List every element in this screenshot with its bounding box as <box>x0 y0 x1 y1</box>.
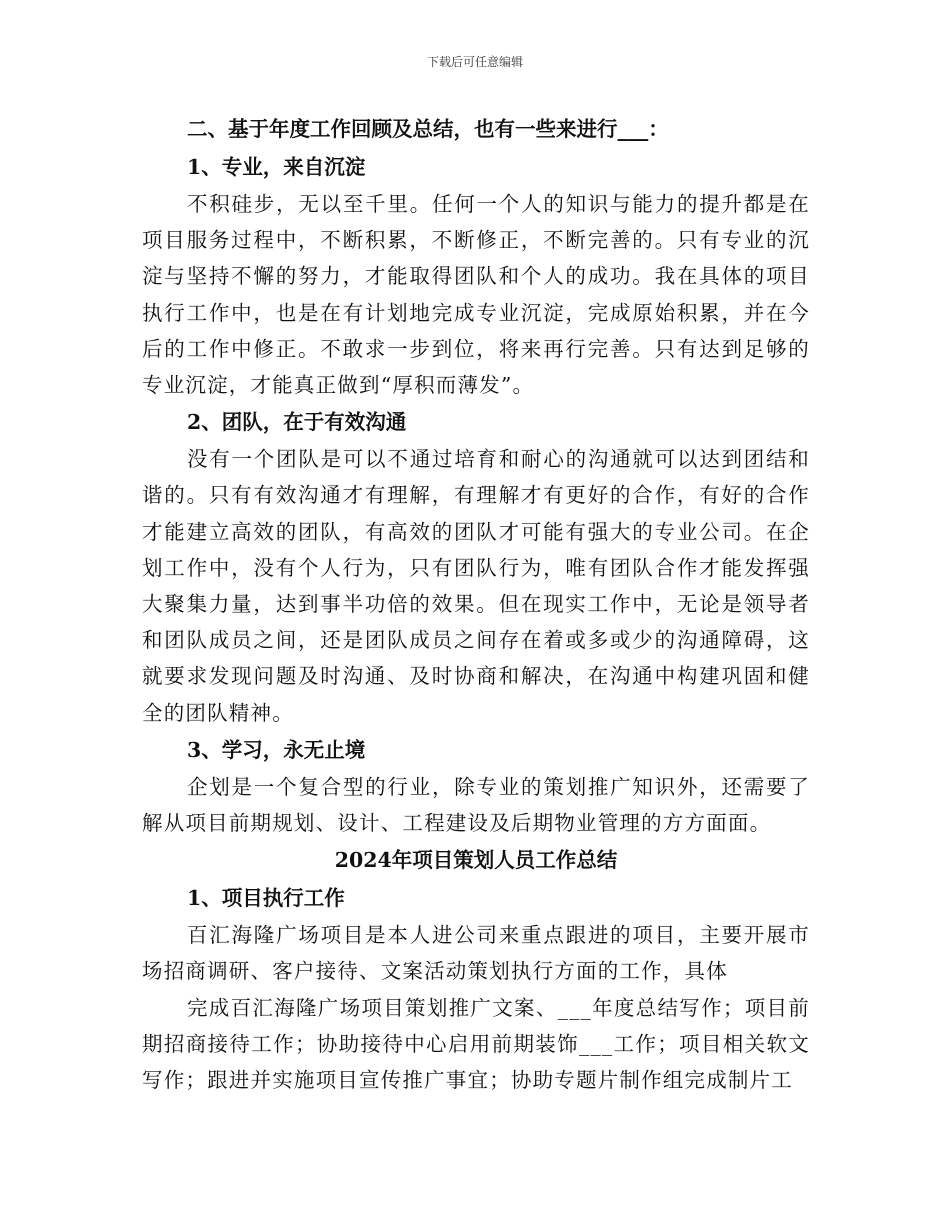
item-heading-1: 1、专业，来自沉淀 <box>187 155 366 179</box>
page-header: 下载后可任意编辑 <box>426 55 523 69</box>
section-heading: 二、基于年度工作回顾及总结，也有一些来进行___： <box>187 117 669 141</box>
item-heading-2: 2、团队，在于有效沟通 <box>187 410 407 435</box>
paragraph-1: 百汇海隆广场项目是本人进公司来重点跟进的项目，主要开展市场招商调研、客户接待、文案活动策划执行方面的工作，具体 <box>142 923 810 984</box>
sub-heading: 1、项目执行工作 <box>187 886 345 911</box>
document-body <box>142 110 810 1098</box>
item-body-2: 没有一个团队是可以不通过培育和耐心的沟通就可以达到团结和谐的。只有有效沟通才有理解，有理解才有更好的合作，有好的合作才能建立高效的团队，有高效的团队才可能有强大的专业公司。在企划工作中，没有个人行为，只有团队行为，唯有团队合作才能发挥强大聚集力量，达到事半功倍的效果。但在现实工作中，无论是领导者和团队成员之间，还是团队成员之间存在着或多或少的沟通障碍，这就要求发现问题及时沟通、及时协商和解决，在沟通中构建巩固和健全的团队精神。 <box>142 447 810 725</box>
paragraph-2: 完成百汇海隆广场项目策划推广文案、___年度总结写作；项目前期招商接待工作；协助接待中心启用前期装饰___工作；项目相关软文写作；跟进并实施项目宣传推广事宜；协助专题片制作组完成制片工 <box>142 995 810 1093</box>
item-body-1: 不积硅步，无以至千里。任何一个人的知识与能力的提升都是在项目服务过程中，不断积累，不断修正，不断完善的。只有专业的沉淀与坚持不懈的努力，才能取得团队和个人的成功。我在具体的项目执行工作中，也是在有计划地完成专业沉淀，完成原始积累，并在今后的工作中修正。不敢求一步到位，将来再行完善。只有达到足够的专业沉淀，才能真正做到“厚积而薄发”。 <box>142 192 810 398</box>
document-title: 2024年项目策划人员工作总结 <box>334 848 618 873</box>
item-heading-3: 3、学习，永无止境 <box>187 737 366 762</box>
item-body-3: 企划是一个复合型的行业，除专业的策划推广知识外，还需要了解从项目前期规划、设计、工程建设及后期物业管理的方方面面。 <box>142 774 810 836</box>
